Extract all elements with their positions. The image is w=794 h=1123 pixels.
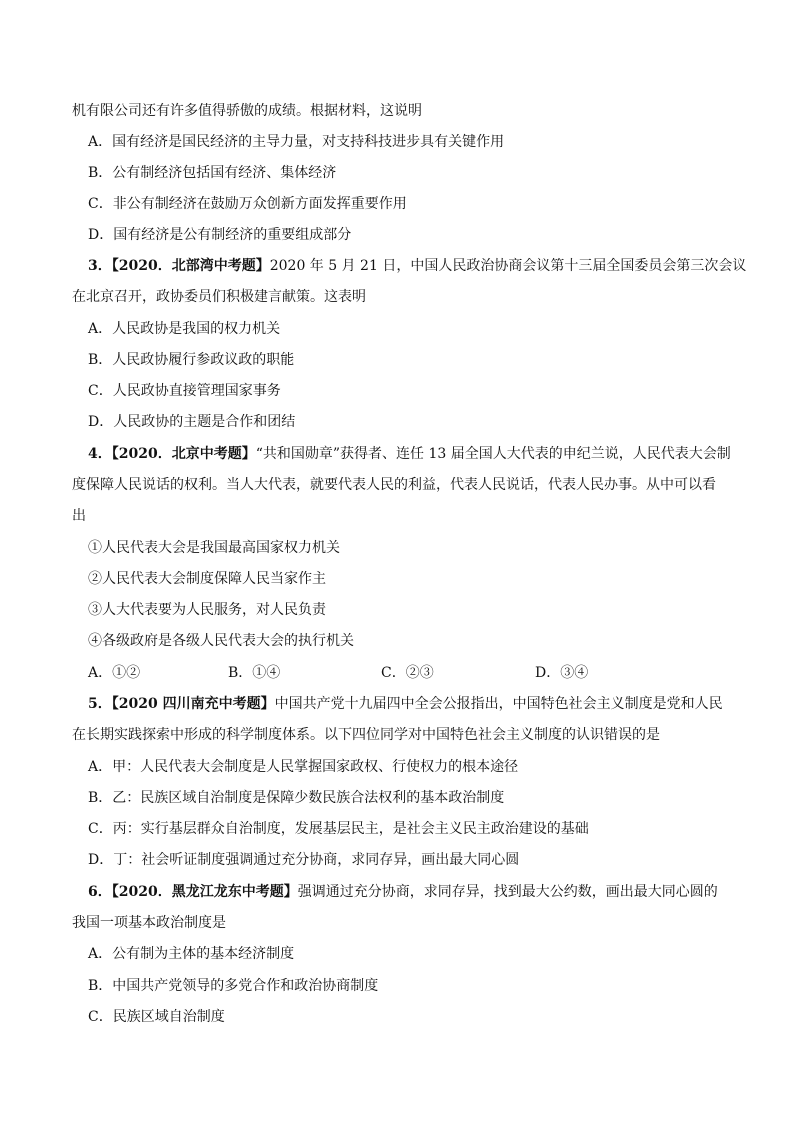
q5-stem-line1 [88, 695, 748, 713]
q5-option-c: C．丙：实行基层群众自治制度，发展基层民主，是社会主义民主政治建设的基础 [88, 821, 589, 837]
q4-stem-line1 [88, 445, 748, 463]
q6-option-a: A．公有制为主体的基本经济制度 [88, 946, 295, 962]
q2-option-d: D．国有经济是公有制经济的重要组成部分 [88, 227, 352, 243]
q3-stem-line2: 在北京召开，政协委员们积极建言献策。这表明 [72, 289, 366, 305]
q3-option-b: B．人民政协履行参政议政的职能 [88, 352, 295, 368]
q3-option-d: D．人民政协的主题是合作和团结 [88, 414, 296, 430]
q5-stem-text: 中国共产党十九届四中全会公报指出，中国特色社会主义制度是党和人民 [274, 696, 723, 712]
q4-statement-4: ④各级政府是各级人民代表大会的执行机关 [88, 633, 354, 649]
q5-number: 5． [88, 696, 112, 712]
q5-stem-line2: 在长期实践探索中形成的科学制度体系。以下四位同学对中国特色社会主义制度的认识错误的是 [72, 727, 660, 743]
q4-option-b: B．①④ [228, 665, 281, 681]
q3-stem-text: 2020 年 5 月 21 日，中国人民政治协商会议第十三届全国委员会第三次会议 [269, 258, 747, 274]
q6-stem-line2: 我国一项基本政治制度是 [72, 915, 226, 931]
q6-option-b: B．中国共产党领导的多党合作和政治协商制度 [88, 978, 379, 994]
q2-stem-tail: 机有限公司还有许多值得骄傲的成绩。根据材料，这说明 [72, 103, 422, 119]
q4-statement-1: ①人民代表大会是我国最高国家权力机关 [88, 540, 340, 556]
q4-stem-line3: 出 [72, 508, 86, 524]
q6-stem-text: 强调通过充分协商，求同存异，找到最大公约数，画出最大同心圆的 [297, 884, 718, 900]
q6-option-c: C．民族区域自治制度 [88, 1009, 225, 1025]
q4-number: 4． [88, 446, 112, 462]
q4-option-c: C．②③ [381, 665, 434, 681]
q3-stem-line1 [88, 257, 748, 275]
q4-option-d: D．③④ [535, 665, 589, 681]
q5-source: 【2020 四川南充中考题】 [111, 696, 275, 712]
q3-source: 【2020．北部湾中考题】 [111, 258, 270, 274]
q3-option-a: A．人民政协是我国的权力机关 [88, 321, 281, 337]
q5-option-a: A．甲：人民代表大会制度是人民掌握国家政权、行使权力的根本途径 [88, 759, 519, 775]
q4-statement-3: ③人大代表要为人民服务，对人民负责 [88, 602, 326, 618]
q2-option-b: B．公有制经济包括国有经济、集体经济 [88, 165, 337, 181]
q6-number: 6． [88, 884, 112, 900]
q6-stem-line1 [88, 883, 748, 901]
q4-stem-line2: 度保障人民说话的权利。当人大代表，就要代表人民的利益，代表人民说话，代表人民办事。从中可以看 [72, 477, 716, 493]
q2-option-c: C．非公有制经济在鼓励万众创新方面发挥重要作用 [88, 196, 407, 212]
q4-option-a: A．①② [88, 665, 141, 681]
q5-option-b: B．乙：民族区域自治制度是保障少数民族合法权利的基本政治制度 [88, 790, 505, 806]
q5-option-d: D．丁：社会听证制度强调通过充分协商，求同存异，画出最大同心圆 [88, 852, 520, 868]
q3-option-c: C．人民政协直接管理国家事务 [88, 383, 281, 399]
q4-stem-text: “共和国勋章”获得者、连任 13 届全国人大代表的申纪兰说，人民代表大会制 [255, 446, 731, 462]
q4-statement-2: ②人民代表大会制度保障人民当家作主 [88, 571, 326, 587]
q6-source: 【2020．黑龙江龙东中考题】 [111, 884, 298, 900]
q3-number: 3． [88, 258, 112, 274]
q2-option-a: A．国有经济是国民经济的主导力量，对支持科技进步具有关键作用 [88, 134, 505, 150]
q4-source: 【2020．北京中考题】 [111, 446, 256, 462]
